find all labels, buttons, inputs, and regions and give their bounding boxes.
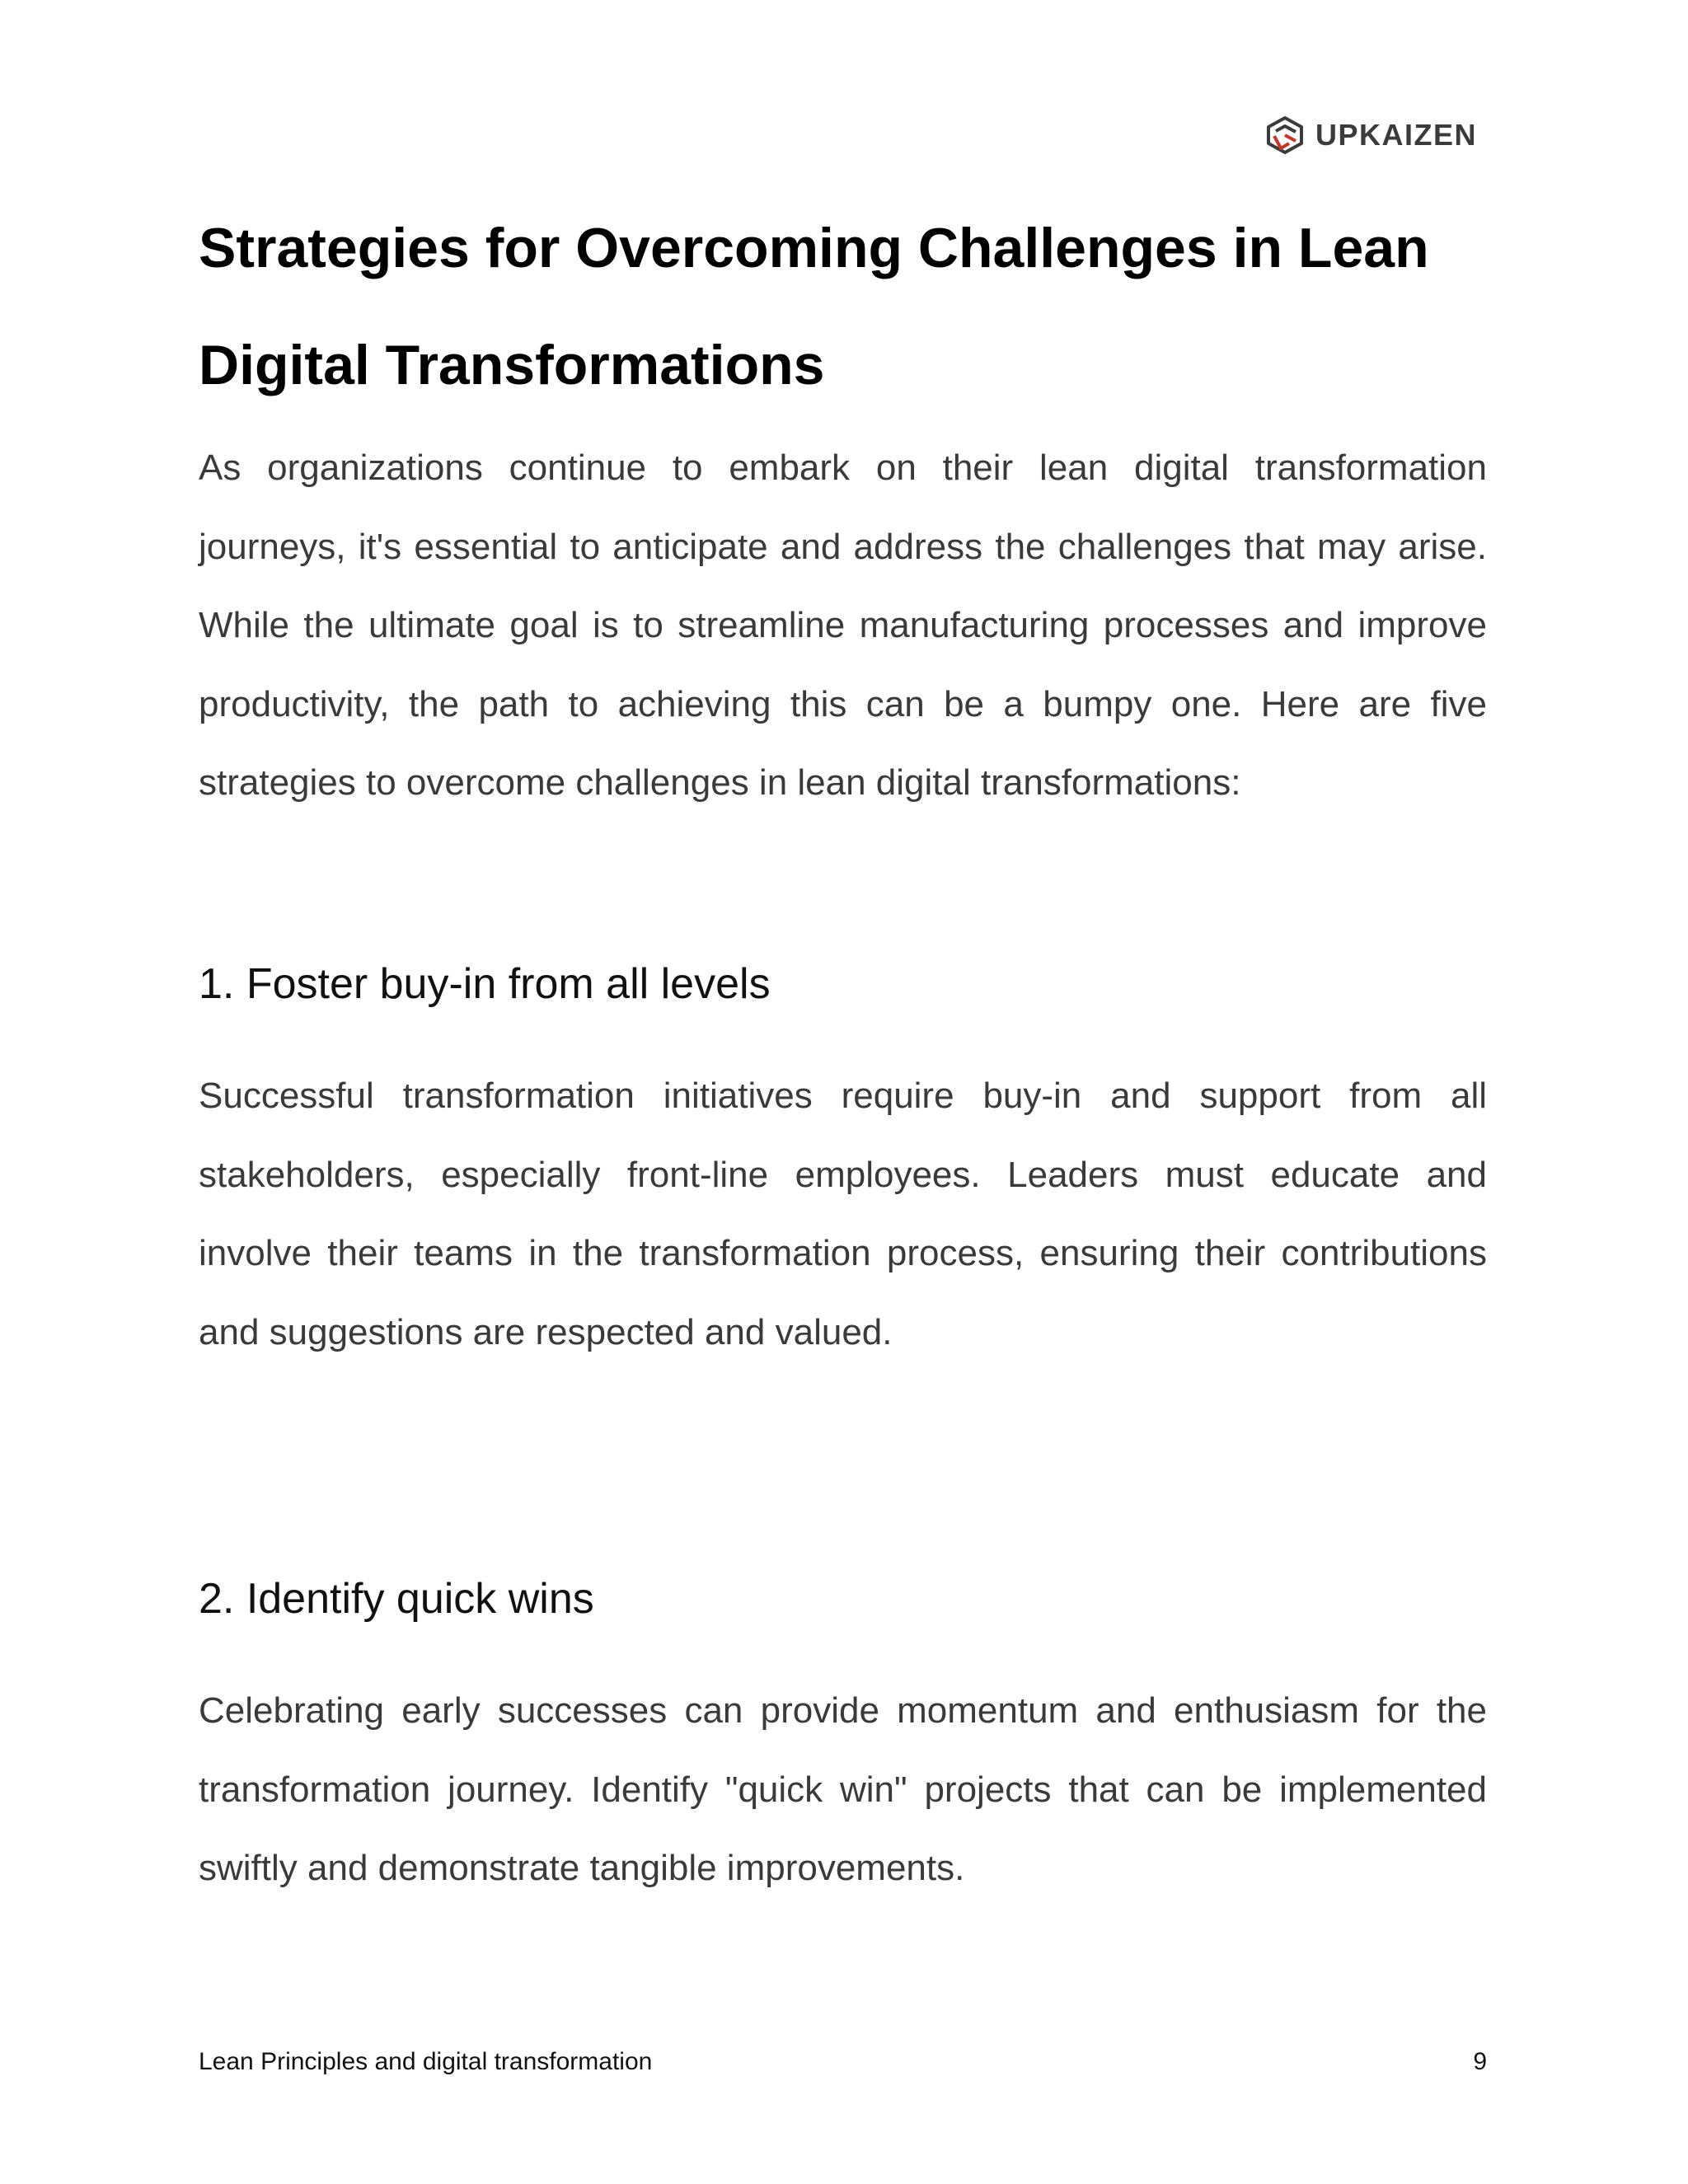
intro-paragraph: As organizations continue to embark on their lean digital transformation journeys, it's essential to anticipate and address the challenges that may arise. While the ultimate goal is to streamline manufacturing processes and improve productivity, the path to achieving this can be a bumpy one. Here are five strategies to overcome challenges in lean digital transformations: [199, 448, 1487, 803]
section-body-1: Successful transformation initiatives require buy-in and support from all stakeholders, especially front-line employees. Leaders must educate and involve their teams in the transformation process, ensuring their contributions and suggestions are respected and valued. [199, 1076, 1487, 1352]
page-title: Strategies for Overcoming Challenges in Lean Digital Transformations [199, 217, 1429, 396]
hexagon-cube-logo-icon [1264, 115, 1306, 155]
footer-document-title: Lean Principles and digital transformation [199, 2048, 653, 2075]
page-number: 9 [1473, 2048, 1487, 2075]
section-heading-2: 2. Identify quick wins [199, 1575, 594, 1623]
brand-logo [1264, 115, 1477, 155]
section-heading-1: 1. Foster buy-in from all levels [199, 960, 771, 1008]
section-body-2: Celebrating early successes can provide momentum and enthusiasm for the transformation journey. Identify "quick win" projects that can be implemented swiftly and demonstrate tangible improvements. [199, 1690, 1487, 1888]
logo-text: UPKAIZEN [1315, 118, 1478, 152]
